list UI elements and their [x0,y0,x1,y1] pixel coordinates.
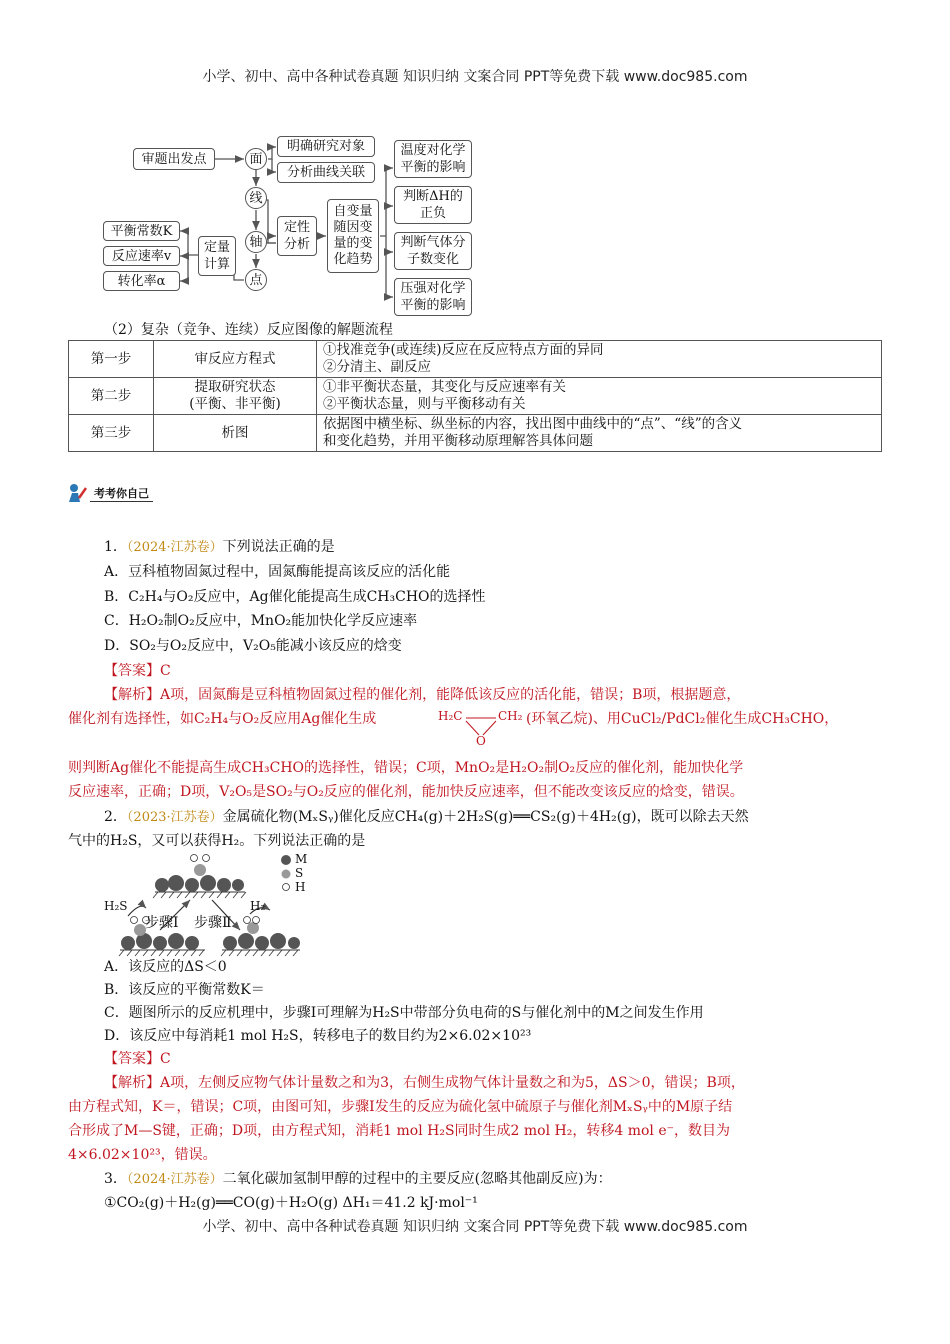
legend-h: H [295,880,306,894]
q3-stem-text: 二氧化碳加氢制甲醇的过程中的主要反应(忽略其他副反应)为： [222,1171,612,1187]
q1-analysis-4: 则判断Ag催化不能提高生成CH₃CHO的选择性，错误；C项，MnO₂是H₂O₂制O₂反应的催化剂，能加快化学 [68,760,744,776]
step-desc-line: ②分清主、副反应 [323,359,431,375]
flow-dian-circle: 点 [245,269,267,291]
q1-analysis-1: 【解析】A项，固氮酶是豆科植物固氮过程的催化剂，能降低该反应的活化能，错误；B项，根据题意， [104,687,741,703]
q3-equation-1: ①CO₂(g)＋H₂(g)══CO(g)＋H₂O(g) ΔH₁＝41.2 kJ·mol⁻¹ [104,1195,478,1211]
q1-option-c: C．H₂O₂制O₂反应中，MnO₂能加快化学反应速率 [104,613,418,629]
q1-stem-text: 下列说法正确的是 [222,539,335,555]
q2-option-a: A．该反应的ΔS＜0 [104,959,227,975]
step-name-cell: 审反应方程式 [154,341,317,378]
q2-analysis-2: 由方程式知，K＝，错误；C项，由图可知，步骤Ⅰ发生的反应为硫化氢中硫原子与催化剂MₓSᵧ中的M原子结 [68,1099,733,1115]
q1-analysis-2: 催化剂有选择性，如C₂H₄与O₂反应用Ag催化生成 [68,711,377,727]
badge [66,482,153,504]
epoxide-o: O [476,734,486,748]
flow-dingxing-box: 定性分析 [277,216,317,256]
q2-option-c: C．题图所示的反应机理中，步骤Ⅰ可理解为H₂S中带部分负电荷的S与催化剂中的M之间发生作用 [104,1005,704,1021]
page-footer: 小学、初中、高中各种试卷真题 知识归纳 文案合同 PPT等免费下载 www.doc985.com [202,1219,748,1235]
step-desc-line: ②平衡状态量，则与平衡移动有关 [323,396,526,412]
section2-title: （2）复杂（竞争、连续）反应图像的解题流程 [104,322,393,338]
step-desc-line: ①找准竞争(或连续)反应在反应特点方面的异同 [323,342,604,358]
flow-zhou-circle: 轴 [245,231,267,253]
legend-s: S [295,866,304,880]
step-desc-line: 依据图中横坐标、纵坐标的内容，找出图中曲线中的“点”、“线”的含义 [323,416,743,432]
q1-number: 1． [104,539,127,555]
table-row [69,415,882,452]
flow-effect-pressure: 压强对化学平衡的影响 [394,278,472,316]
q2-stem [104,806,749,829]
q1-option-a: A．豆科植物固氮过程中，固氮酶能提高该反应的活化能 [104,564,451,580]
epoxide-left: H₂C [438,709,463,723]
step-desc-cell [317,415,882,452]
epoxide-bonds [438,708,526,752]
legend-m: M [295,852,308,866]
page-header: 小学、初中、高中各种试卷真题 知识归纳 文案合同 PPT等免费下载 www.doc985.com [202,69,748,85]
q2-stem-line-1: 金属硫化物(MₓSᵧ)催化反应CH₄(g)＋2H₂S(g)══CS₂(g)＋4H₂(g)，既可以除去天然 [222,809,749,825]
table-row [69,341,882,378]
q2-option-b: B．该反应的平衡常数K＝ [104,982,265,998]
flow-effect-temperature: 温度对化学平衡的影响 [394,140,472,178]
flow-mian-circle: 面 [245,148,267,170]
step-desc-cell [317,378,882,415]
figure-step1-label: 步骤Ⅰ [145,915,179,931]
step-cell: 第二步 [69,378,154,415]
figure-step2-label: 步骤Ⅱ [194,915,232,931]
q2-number: 2． [104,809,127,825]
figure-h2-label: H₂ [250,899,266,913]
step-desc-line: ①非平衡状态量，其变化与反应速率有关 [323,379,566,395]
step-name-cell [154,378,317,415]
q1-option-b: B．C₂H₄与O₂反应中，Ag催化能提高生成CH₃CHO的选择性 [104,589,486,605]
q2-analysis-4: 4×6.02×10²³，错误。 [68,1147,217,1163]
badge-label: 考考你自己 [90,485,153,502]
q2-analysis-3: 合形成了M—S键，正确；D项，由方程式知，消耗1 mol H₂S同时生成2 mol H₂，转移4 mol e⁻，数目为 [68,1123,731,1139]
step-name-sub: (平衡、非平衡) [189,396,281,412]
flow-variable-box: 自变量随因变量的变化趋势 [327,199,379,273]
q1-stem [104,536,335,559]
flow-mian-item-2: 分析曲线关联 [277,162,375,183]
q3-stem [104,1168,612,1191]
flow-xian-circle: 线 [245,187,267,209]
step-name-cell: 析图 [154,415,317,452]
flow-left-alpha: 转化率α [103,271,180,291]
flow-effect-dh: 判断ΔH的正负 [394,186,472,224]
flow-left-k: 平衡常数K [103,221,180,241]
q1-analysis-5: 反应速率，正确；D项，V₂O₅是SO₂与O₂反应的催化剂，能加快反应速率，但不能改变该反应的焓变，错误。 [68,784,744,800]
step-desc-cell [317,341,882,378]
epoxide-structure [438,708,526,752]
q2-analysis-1: 【解析】A项，左侧反应物气体计量数之和为3，右侧生成物气体计量数之和为5，ΔS＞0，错误；B项， [104,1075,745,1091]
q1-source: （2024·江苏卷） [126,540,223,555]
flow-left-v: 反应速率v [103,246,180,266]
q3-source: （2024·江苏卷） [126,1172,223,1187]
step-name-line: 提取研究状态 [194,379,276,395]
q2-option-d: D．该反应中每消耗1 mol H₂S，转移电子的数目约为2×6.02×10²³ [104,1028,532,1044]
flow-dingliang-box: 定量计算 [198,236,236,276]
q2-answer: 【答案】C [104,1051,171,1067]
q1-answer: 【答案】C [104,663,171,679]
flow-effect-gas: 判断气体分子数变化 [394,232,472,270]
table-row [69,378,882,415]
steps-table [68,340,882,452]
step-cell: 第一步 [69,341,154,378]
q3-number: 3． [104,1171,127,1187]
q1-analysis-3: (环氧乙烷)、用CuCl₂/PdCl₂催化生成CH₃CHO， [526,711,839,727]
q1-option-d: D．SO₂与O₂反应中，V₂O₅能减小该反应的焓变 [104,638,402,654]
flow-start-box: 审题出发点 [133,148,215,170]
figure-h2s-label: H₂S [104,899,128,913]
flow-mian-item-1: 明确研究对象 [277,136,375,157]
step-desc-line: 和变化趋势，并用平衡移动原理解答具体问题 [323,433,593,449]
step-cell: 第三步 [69,415,154,452]
q2-stem-line-2: 气中的H₂S，又可以获得H₂。下列说法正确的是 [68,833,366,849]
pencil-person-icon [66,482,88,504]
epoxide-right: CH₂ [498,709,523,723]
q2-source: （2023·江苏卷） [126,810,223,825]
